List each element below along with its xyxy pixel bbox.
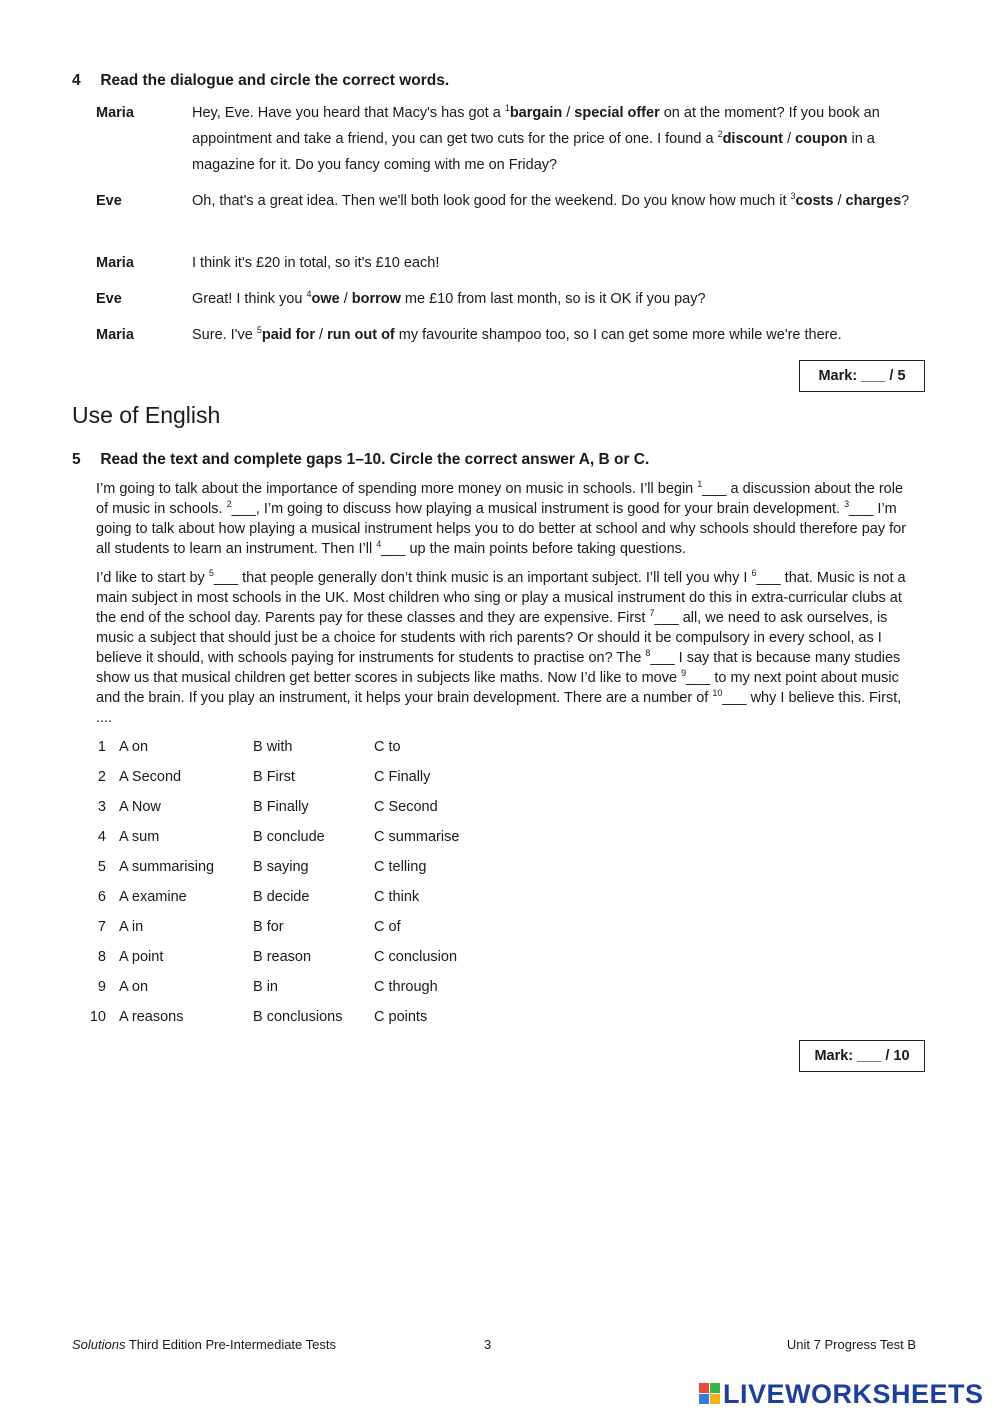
option-c[interactable]: C Finally [374, 769, 431, 785]
option-a[interactable]: A examine [119, 889, 187, 905]
option-c[interactable]: C Second [374, 799, 438, 815]
option-a[interactable]: A in [119, 919, 144, 935]
task-number: 4 [72, 72, 81, 89]
task-5-mark-box: Mark: ___ / 10 [799, 1040, 925, 1072]
speaker-name: Eve [96, 291, 122, 307]
speaker-name: Maria [96, 255, 134, 271]
logo-text: LIVEWORKSHEETS [723, 1378, 984, 1409]
option-a[interactable]: A point [119, 949, 164, 965]
option-c[interactable]: C through [374, 979, 438, 995]
speaker-name: Maria [96, 105, 134, 121]
task-instruction: Read the dialogue and circle the correct words. [100, 72, 450, 89]
option-number: 6 [97, 889, 106, 905]
option-b[interactable]: B with [253, 739, 293, 755]
option-b[interactable]: B reason [253, 949, 312, 965]
option-c[interactable]: C think [374, 889, 420, 905]
option-b[interactable]: B in [253, 979, 278, 995]
option-number: 8 [97, 949, 106, 965]
option-a[interactable]: A on [119, 739, 149, 755]
option-number: 9 [97, 979, 106, 995]
liveworksheets-logo-icon [699, 1383, 721, 1405]
option-c[interactable]: C to [374, 739, 401, 755]
option-a[interactable]: A on [119, 979, 149, 995]
page-number: 3 [484, 1337, 492, 1352]
option-b[interactable]: B for [253, 919, 284, 935]
option-c[interactable]: C points [374, 1009, 428, 1025]
task-instruction: Read the text and complete gaps 1–10. Circle the correct answer A, B or C. [100, 451, 650, 468]
dialogue-line: Great! I think you $^4$owe / borrow me £10 from last month, so is it OK if you pay? [192, 289, 706, 307]
option-b[interactable]: B saying [253, 859, 309, 875]
task-number: 5 [72, 451, 81, 468]
footer-edition: Third Edition Pre-Intermediate Tests [125, 1337, 336, 1352]
option-b[interactable]: B conclusions [253, 1009, 343, 1025]
option-b[interactable]: B First [253, 769, 295, 785]
speaker-name: Maria [96, 327, 134, 343]
option-a[interactable]: A Now [119, 799, 161, 815]
option-a[interactable]: A reasons [119, 1009, 184, 1025]
option-number: 2 [97, 769, 106, 785]
liveworksheets-logo [699, 1378, 984, 1410]
option-a[interactable]: A summarising [119, 859, 215, 875]
dialogue-line: Oh, that's a great idea. Then we'll both look good for the weekend. Do you know how much it $^3$costs / charges? [192, 191, 910, 209]
option-number: 7 [97, 919, 106, 935]
option-b[interactable]: B decide [253, 889, 310, 905]
dialogue-line: I think it's £20 in total, so it's £10 each! [192, 255, 440, 271]
option-number: 5 [97, 859, 106, 875]
option-c[interactable]: C summarise [374, 829, 460, 845]
option-b[interactable]: B Finally [253, 799, 309, 815]
task-4-heading [72, 72, 449, 90]
option-number: 10 [89, 1009, 106, 1025]
reading-paragraph: I’d like to start by $^5$___ that people generally don’t think music is an important subject. I’ll tell you why I $^6$___ that. Music is not a main subject in most schools in the UK. Most children who sing or play a musical instrument do this in extra-curricular clubs at the end of the school day. Parents pay for these classes and they are expensive. First $^7$___ all, we need to ask ourselves, is music a subject that should just be a choice for students with rich parents? Or should it be compulsory in every school, as I believe it should, with schools paying for instruments for students to practise on? The $^8$___ I say that is because many studies show us that musical children get better scores in subjects like maths. Now I’d like to move $^9$___ to my next point about music and the brain. If you play an instrument, it helps your brain development. There are a number of $^{10}$___ why I believe this. First, .... [96, 568, 906, 726]
option-c[interactable]: C of [374, 919, 401, 935]
task-5-heading [72, 451, 649, 469]
option-c[interactable]: C telling [374, 859, 427, 875]
footer-series: Solutions [72, 1337, 126, 1352]
option-a[interactable]: A Second [119, 769, 182, 785]
dialogue-line: Hey, Eve. Have you heard that Macy's has got a $^1$bargain / special offer on at the moment? If you book an appointment and take a friend, you can get two cuts for the price of one. I found a $^2$discount / coupon in a magazine for it. Do you fancy coming with me on Friday? [192, 103, 880, 173]
option-a[interactable]: A sum [119, 829, 160, 845]
task-4-mark-box: Mark: ___ / 5 [799, 360, 925, 392]
section-title: Use of English [72, 402, 221, 428]
footer-unit: Unit 7 Progress Test B [786, 1337, 916, 1352]
option-b[interactable]: B conclude [253, 829, 325, 845]
option-number: 4 [97, 829, 106, 845]
dialogue-line: Sure. I've $^5$paid for / run out of my favourite shampoo too, so I can get some more while we're there. [192, 325, 842, 343]
footer-title [72, 1337, 336, 1352]
reading-paragraph: I’m going to talk about the importance of spending more money on music in schools. I’ll begin $^1$___ a discussion about the role of music in schools. $^2$___, I’m going to discuss how playing a musical instrument is good for your brain development. $^3$___ I’m going to talk about how playing a musical instrument helps you to do better at school and why schools should therefore pay for all students to learn an instrument. Then I’ll $^4$___ up the main points before taking questions. [96, 479, 907, 557]
speaker-name: Eve [96, 193, 122, 209]
option-number: 3 [97, 799, 106, 815]
option-number: 1 [97, 739, 106, 755]
option-c[interactable]: C conclusion [374, 949, 458, 965]
